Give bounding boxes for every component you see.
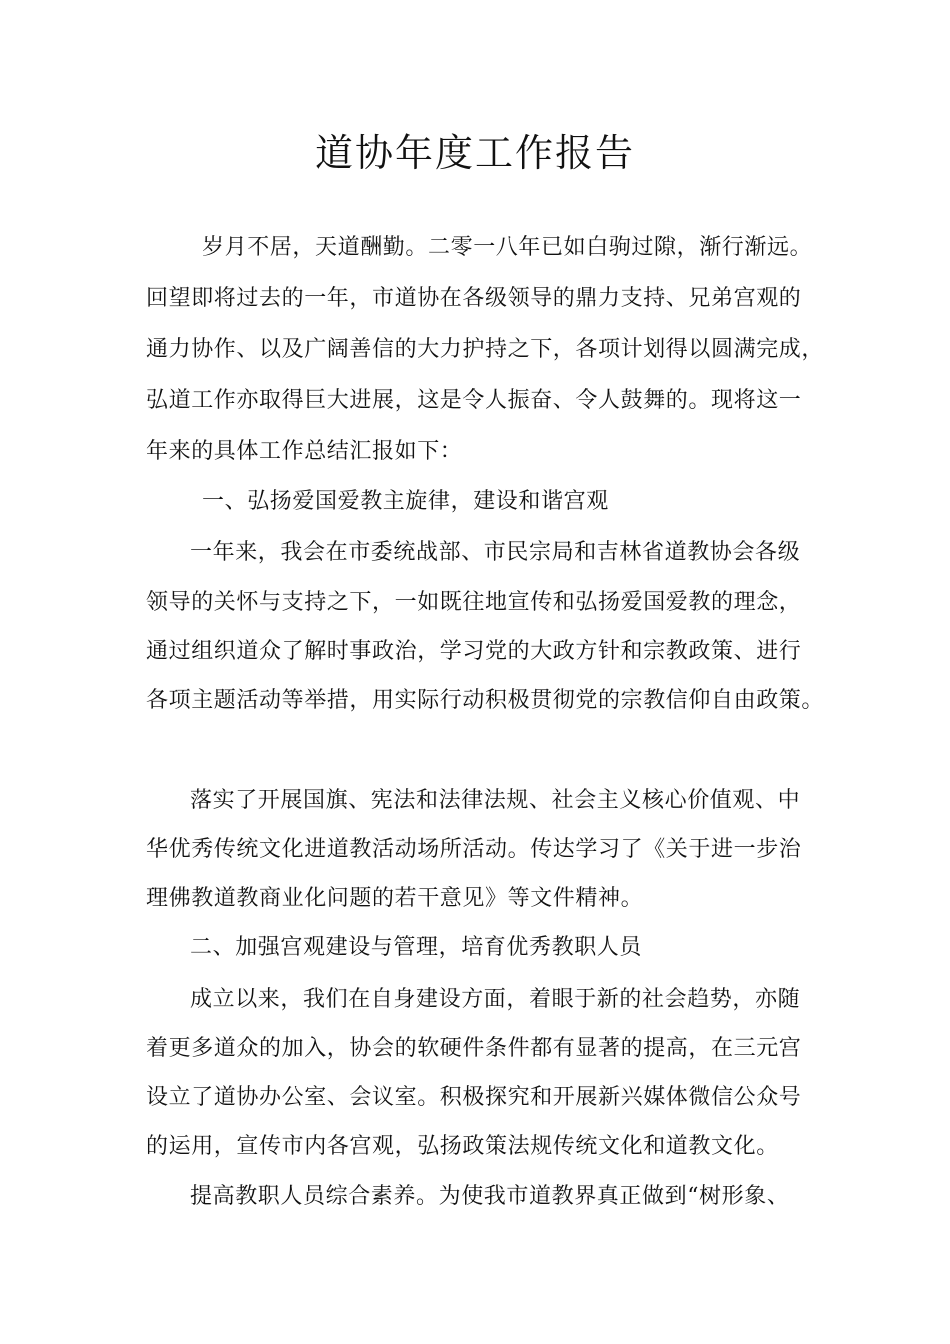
section-heading: 二、加强宫观建设与管理，培育优秀教职人员 xyxy=(190,935,643,960)
paragraph-line: 年来的具体工作总结汇报如下： xyxy=(146,439,463,464)
paragraph-line: 华优秀传统文化进道教活动场所活动。传达学习了《关于进一步治 xyxy=(146,837,802,862)
paragraph-line: 理佛教道教商业化问题的若干意见》等文件精神。 xyxy=(146,886,644,911)
paragraph-line: 各项主题活动等举措，用实际行动积极贯彻党的宗教信仰自由政策。 xyxy=(146,688,825,713)
paragraph-line: 提高教职人员综合素养。为使我市道教界真正做到“树形象、 xyxy=(190,1184,790,1209)
paragraph-line: 着更多道众的加入，协会的软硬件条件都有显著的提高，在三元宫 xyxy=(146,1036,802,1061)
paragraph-line: 成立以来，我们在自身建设方面，着眼于新的社会趋势，亦随 xyxy=(190,987,801,1012)
paragraph-line: 一年来，我会在市委统战部、市民宗局和吉林省道教协会各级 xyxy=(190,540,801,565)
document-title: 道协年度工作报告 xyxy=(314,131,635,175)
paragraph-line: 设立了道协办公室、会议室。积极探究和开展新兴媒体微信公众号 xyxy=(146,1085,802,1110)
paragraph-line: 回望即将过去的一年，市道协在各级领导的鼎力支持、兄弟宫观的 xyxy=(146,286,802,311)
paragraph-line: 领导的关怀与支持之下，一如既往地宣传和弘扬爱国爱教的理念， xyxy=(146,590,802,615)
paragraph-line: 通过组织道众了解时事政治，学习党的大政方针和宗教政策、进行 xyxy=(146,639,802,664)
paragraph-line: 通力协作、以及广阔善信的大力护持之下，各项计划得以圆满完成， xyxy=(146,337,825,362)
paragraph-line: 弘道工作亦取得巨大进展，这是令人振奋、令人鼓舞的。现将这一 xyxy=(146,388,802,413)
paragraph-line: 岁月不居，天道酬勤。二零一八年已如白驹过隙，渐行渐远。 xyxy=(202,235,813,260)
paragraph-line: 的运用，宣传市内各宫观，弘扬政策法规传统文化和道教文化。 xyxy=(146,1134,779,1159)
section-heading: 一、弘扬爱国爱教主旋律，建设和谐宫观 xyxy=(202,489,609,514)
paragraph-line: 落实了开展国旗、宪法和法律法规、社会主义核心价值观、中 xyxy=(190,788,801,813)
